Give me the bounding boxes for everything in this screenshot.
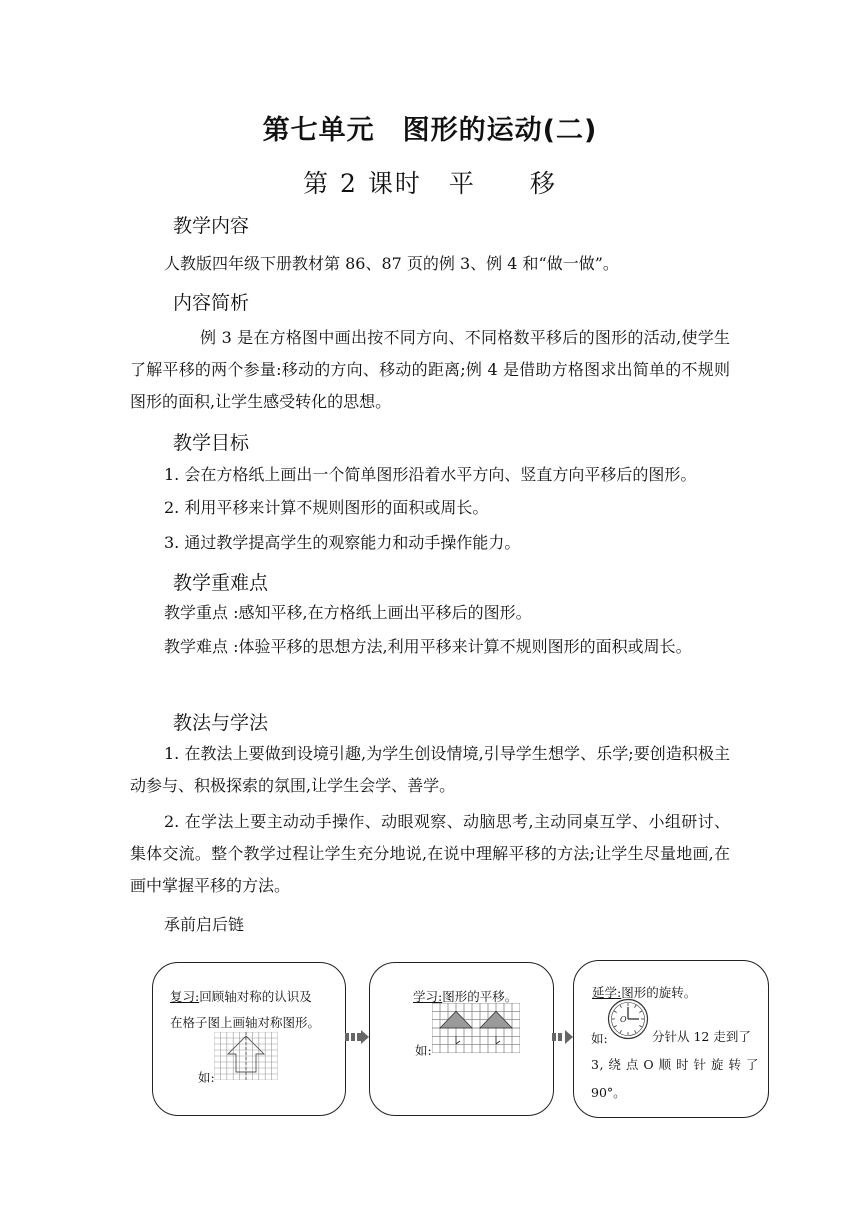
review-text-line2: 在格子图上画轴对称图形。 xyxy=(170,1015,321,1030)
extend-text: 图形的旋转。 xyxy=(621,985,697,1000)
review-example-label: 如: xyxy=(198,1070,215,1085)
review-text-line1: 回顾轴对称的认识及 xyxy=(199,989,312,1004)
extend-tag: 延学: xyxy=(592,985,622,1000)
section-heading-content: 教学内容 xyxy=(173,215,250,237)
extend-desc-line2: 3, 绕 点 O 顺 时 针 旋 转 了 xyxy=(591,1057,759,1072)
analysis-text: 例 3 是在方格图中画出按不同方向、不同格数平移后的图形的活动,使学生了解平移的两个参量:移动的方向、移动的距离;例 4 是借助方格图求出简单的不规则图形的面积,让学生感受转化的思想。 xyxy=(130,328,730,411)
symmetry-grid-figure xyxy=(214,1032,278,1080)
page-subtitle: 第 2 课时 平 移 xyxy=(303,169,557,198)
section-heading-analysis: 内容简析 xyxy=(173,292,250,314)
extend-desc-line1: 分针从 12 走到了 xyxy=(652,1029,751,1044)
extend-example-label: 如: xyxy=(591,1031,608,1046)
difficult-point-text: 教学难点 :体验平移的思想方法,利用平移来计算不规则图形的面积或周长。 xyxy=(164,637,692,656)
goal-item: 3. 通过教学提高学生的观察能力和动手操作能力。 xyxy=(164,533,521,552)
review-label xyxy=(170,987,312,1005)
flow-arrow-2 xyxy=(552,1030,574,1044)
section-heading-methods: 教法与学法 xyxy=(173,712,269,734)
extend-desc-line3: 90°。 xyxy=(591,1085,626,1100)
learn-tag: 学习: xyxy=(413,989,443,1004)
section-heading-chain: 承前启后链 xyxy=(164,915,245,934)
section-heading-keypoints: 教学重难点 xyxy=(173,572,269,594)
goal-item: 1. 会在方格纸上画出一个简单图形沿着水平方向、竖直方向平移后的图形。 xyxy=(164,465,697,484)
review-tag: 复习: xyxy=(170,989,200,1004)
clock-icon xyxy=(607,998,649,1040)
clock-center-label: O xyxy=(620,1015,627,1024)
translation-grid-figure xyxy=(432,1003,520,1053)
flow-arrow-1 xyxy=(345,1030,369,1044)
goal-item: 2. 利用平移来计算不规则图形的面积或周长。 xyxy=(164,498,489,517)
learn-example-label: 如: xyxy=(415,1043,432,1058)
methods-paragraph-2: 2. 在学法上要主动动手操作、动眼观察、动脑思考,主动同桌互学、小组研讨、集体交流。整个教学过程让学生充分地说,在说中理解平移的方法;让学生尽量地画,在画中掌握平移的方法。 xyxy=(130,812,730,895)
methods-paragraph-1: 1. 在教法上要做到设境引趣,为学生创设情境,引导学生想学、乐学;要创造积极主动参与、积极探索的氛围,让学生会学、善学。 xyxy=(130,744,730,795)
content-text: 人教版四年级下册教材第 86、87 页的例 3、例 4 和“做一做”。 xyxy=(164,254,619,273)
page-title: 第七单元 图形的运动(二) xyxy=(262,115,598,146)
key-point-text: 教学重点 :感知平移,在方格纸上画出平移后的图形。 xyxy=(164,603,532,622)
section-heading-goals: 教学目标 xyxy=(173,432,250,454)
learn-text: 图形的平移。 xyxy=(442,989,518,1004)
